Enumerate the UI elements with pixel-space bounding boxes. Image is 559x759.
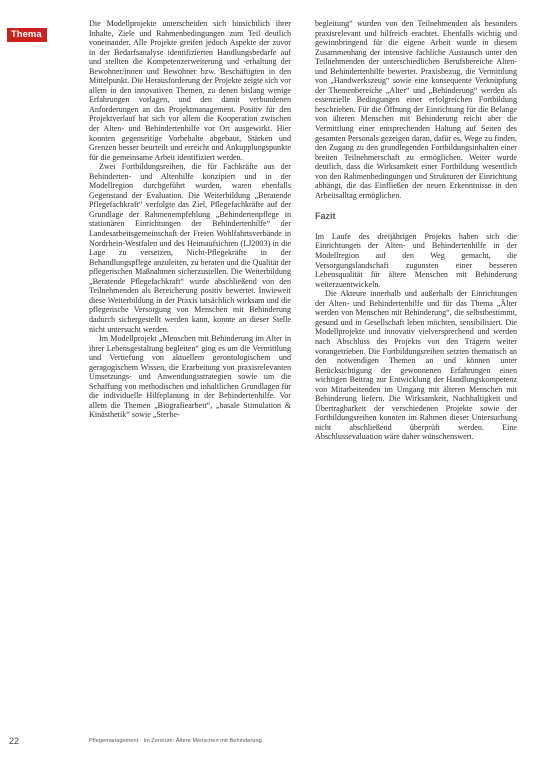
left-column (89, 19, 291, 420)
section-tag: Thema (7, 28, 47, 42)
body-paragraph: begleitung“ wurden von den Teilnehmenden als besonders praxisrelevant und hilfreich erachtet. Ebenfalls wichtig und gewinnbringend für die eigene Arbeit wurde in diesem Zusammenhang der intensive fachliche Austausch unter den Teilnehmenden der unterschiedlichen Berufsbereiche Alten- und Behindertenhilfe bewertet. Praxisbezug, die Vermittlung von „Handwerkszeug“ sowie eine konsequente Verknüpfung der Themenbereiche „Alter“ und „Behinderung“ werden als essenzielle Bedingungen einer erfolgreichen Fortbildung beschrieben. Für die Öffnung der Einrichtung für die Belange von älteren Menschen mit Behinderung reicht aber die Vermittlung einer entsprechenden Haltung auf Seiten des gesamten Personals gezeigen daran, dafür es, Wege zu finden, den Zugang zu den grundlegenden Fortbildungsinhalten einer breiten Teilnehmerschaft zu ermöglichen. Weiter wurde deutlich, dass die Wirksamkeit einer Fortbildung wesentlich von den Rahmenbedingungen und Strukturen der Einrichtung abhängt, die das Einfließen der neuen Erkenntnisse in den Arbeitsalltag ermöglichen. (315, 19, 517, 200)
body-paragraph: Im Modellprojekt „Menschen mit Behinderung im Alter in ihrer Lebensgestaltung begleiten“ ging es um die Vermittlung und Vertiefung von aktuellem gerontologischem und geragogischem Wissen, die Erarbeitung von praxisrelevanten Umsetzungs- und Anwendungsstrategien sowie um die Schaffung von methodischen und inhaltlichen Grundlagen für die individuelle Hilfeplanung in der Behindertenhilfe. Vor allem die Themen „Biografiearbeit“, „basale Stimulation & Kinästhetik“ sowie „Sterbe- (89, 334, 291, 420)
section-heading: Fazit (315, 211, 336, 222)
body-paragraph: Die Akteure innerhalb und außerhalb der Einrichtungen der Alten- und Behindertenhilfe und für das Thema „Älter werden von Menschen mit Behinderung“, die selbstbestimmt, gesund und in Gesellschaft leben möchten, sensibilisiert. Die Modellprojekte und innovativ vielversprechend und werden nach Abschluss des Projekts von den Trägern weiter vorangetrieben. Die Fortbildungsreihen setzten thematisch an den notwendigen Themen an und können unter Berücksichtigung der gewonnenen Erfahrungen einen wichtigen Beitrag zur Entwicklung der Handlungskompetenz von Mitarbeitenden im Umgang mit älteren Menschen mit Behinderung liefern. Die Wirksamkeit, Nachhaltigkeit und Übertragbarkeit der verschiedenen Projekte sowie der Fortbildungsreihen konnten im Rahmen dieser Untersuchung nicht abschließend überprüft werden. Eine Abschlussevaluation wäre daher wünschenswert. (315, 289, 517, 442)
body-paragraph: Zwei Fortbildungsreihen, die für Fachkräfte aus der Behinderten- und Altenhilfe konzipiert und in der Modellregion durchgeführt wurden, waren ebenfalls Gegenstand der Evaluation. Die Weiterbildung „Beratende Pflegefachkraft“ verfolgte das Ziel, Pflegefachkräfte auf der Grundlage der Rahmenempfehlung „Behindertenpflege in stationären Einrichtungen der Behindertenhilfe“ der Landesarbeitsgemeinschaft der Freien Wohlfahrtsverbände in Nordrhein-Westfalen und des Heimaufsichten (LJ2003) in die Lage zu versetzen, Nicht-Pflegekräfte in der Behandlungspflege anzuleiten, zu beraten und die Qualität der pflegerischen Maßnahmen sicherzustellen. Die Weiterbildung „Beratende Pflegefachkraft“ wurde abschließend von den Teilnehmenden als Bereicherung positiv bewertet. Inwieweit diese Weiterbildung in der Praxis tatsächlich wirksam und die pflegerische Versorgung von Menschen mit Behinderung dadurch sichergestellt werden kann, konnte an dieser Stelle nicht untersucht werden. (89, 162, 291, 334)
page-number: 22 (9, 736, 20, 746)
body-paragraph: Die Modellprojekte unterscheiden sich hinsichtlich ihrer Inhalte, Ziele und Rahmenbedingungen zum Teil deutlich voneinander. Alle Projekte greifen jedoch Aspekte der zuvor in der Bedarfsanalyse identifizierten Handlungsbedarfe auf und stellten die Kompetenzerweiterung und -erhaltung der Bewohner/innen und Bewohner bzw. Beschäftigten in den Mittelpunkt. Die Herausforderung der Projekte zeigte sich vor allem in den innovativen Themen, zu denen bislang wenige Erfahrungen vorlagen, und den damit verbundenen Anforderungen an das Projektmanagement. Positiv für den Projektverlauf hat sich vor allem die Kooperation zwischen der Alten- und Behindertenhilfe vor Ort ausgewirkt. Hier konnten gegenseitige Vorbehalte abgebaut, Stärken und Grenzen besser beurteilt und erreicht und Ankupplungspunkte für die gemeinsame Arbeit identifiziert werden. (89, 19, 291, 162)
footer-source: Pflegemanagement · Im Zentrum: Ältere Menschen mit Behinderung (89, 738, 262, 744)
right-column (315, 19, 517, 442)
body-paragraph: Im Laufe des dreijährigen Projekts haben sich die Einrichtungen der Alten- und Behindertenhilfe in der Modellregion auf den Weg gemacht, die Versorgungslandschaft zugunsten einer besseren Lebensqualität für ältere Menschen mit Behinderung weiterzuentwickeln. (315, 231, 517, 289)
